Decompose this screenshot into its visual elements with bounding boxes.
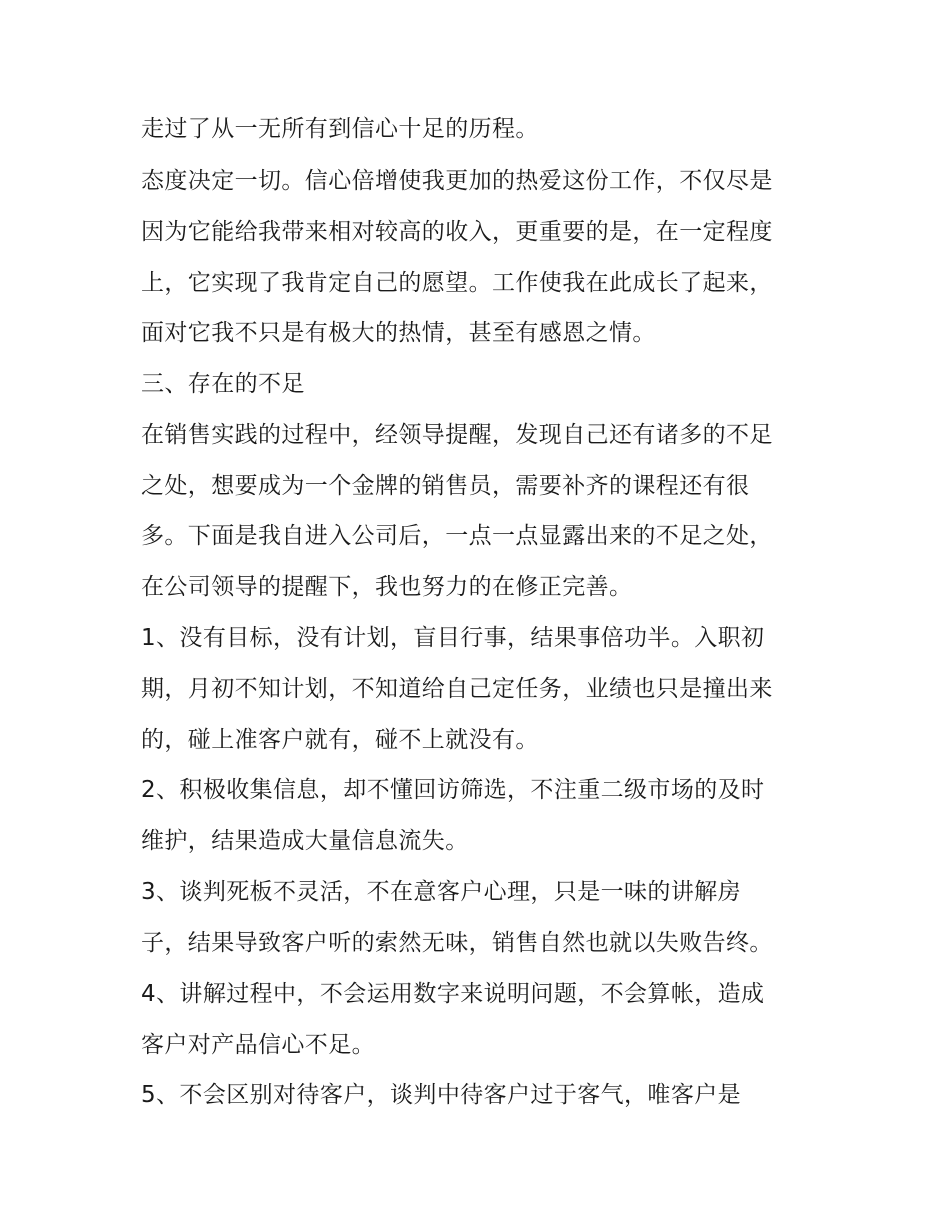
list-item: 1、没有目标，没有计划，盲目行事，结果事倍功半。入职初 — [141, 625, 765, 651]
text-line: 之处，想要成为一个金牌的销售员，需要补齐的课程还有很 — [141, 473, 750, 499]
list-item: 4、讲解过程中，不会运用数字来说明问题，不会算帐，造成 — [141, 981, 765, 1007]
text-line: 客户对产品信心不足。 — [141, 1032, 375, 1058]
list-item: 3、谈判死板不灵活，不在意客户心理，只是一味的讲解房 — [141, 879, 742, 905]
text-line: 维护，结果造成大量信息流失。 — [141, 828, 469, 854]
text-line: 走过了从一无所有到信心十足的历程。 — [141, 116, 539, 142]
text-line: 期，月初不知计划，不知道给自己定任务，业绩也只是撞出来 — [141, 676, 773, 702]
text-line: 在销售实践的过程中，经领导提醒，发现自己还有诸多的不足 — [141, 422, 773, 448]
text-line: 态度决定一切。信心倍增使我更加的热爱这份工作，不仅尽是 — [141, 168, 773, 194]
list-item: 2、积极收集信息，却不懂回访筛选，不注重二级市场的及时 — [141, 777, 765, 803]
text-line: 多。下面是我自进入公司后，一点一点显露出来的不足之处， — [141, 523, 773, 549]
text-line: 在公司领导的提醒下，我也努力的在修正完善。 — [141, 574, 633, 600]
section-heading: 三、存在的不足 — [141, 371, 305, 397]
text-line: 上，它实现了我肯定自己的愿望。工作使我在此成长了起来， — [141, 270, 773, 296]
text-line: 因为它能给我带来相对较高的收入，更重要的是，在一定程度 — [141, 219, 773, 245]
text-line: 面对它我不只是有极大的热情，甚至有感恩之情。 — [141, 320, 656, 346]
text-line: 子，结果导致客户听的索然无味，销售自然也就以失败告终。 — [141, 930, 773, 956]
list-item: 5、不会区别对待客户，谈判中待客户过于客气，唯客户是 — [141, 1082, 742, 1108]
text-line: 的，碰上准客户就有，碰不上就没有。 — [141, 727, 539, 753]
